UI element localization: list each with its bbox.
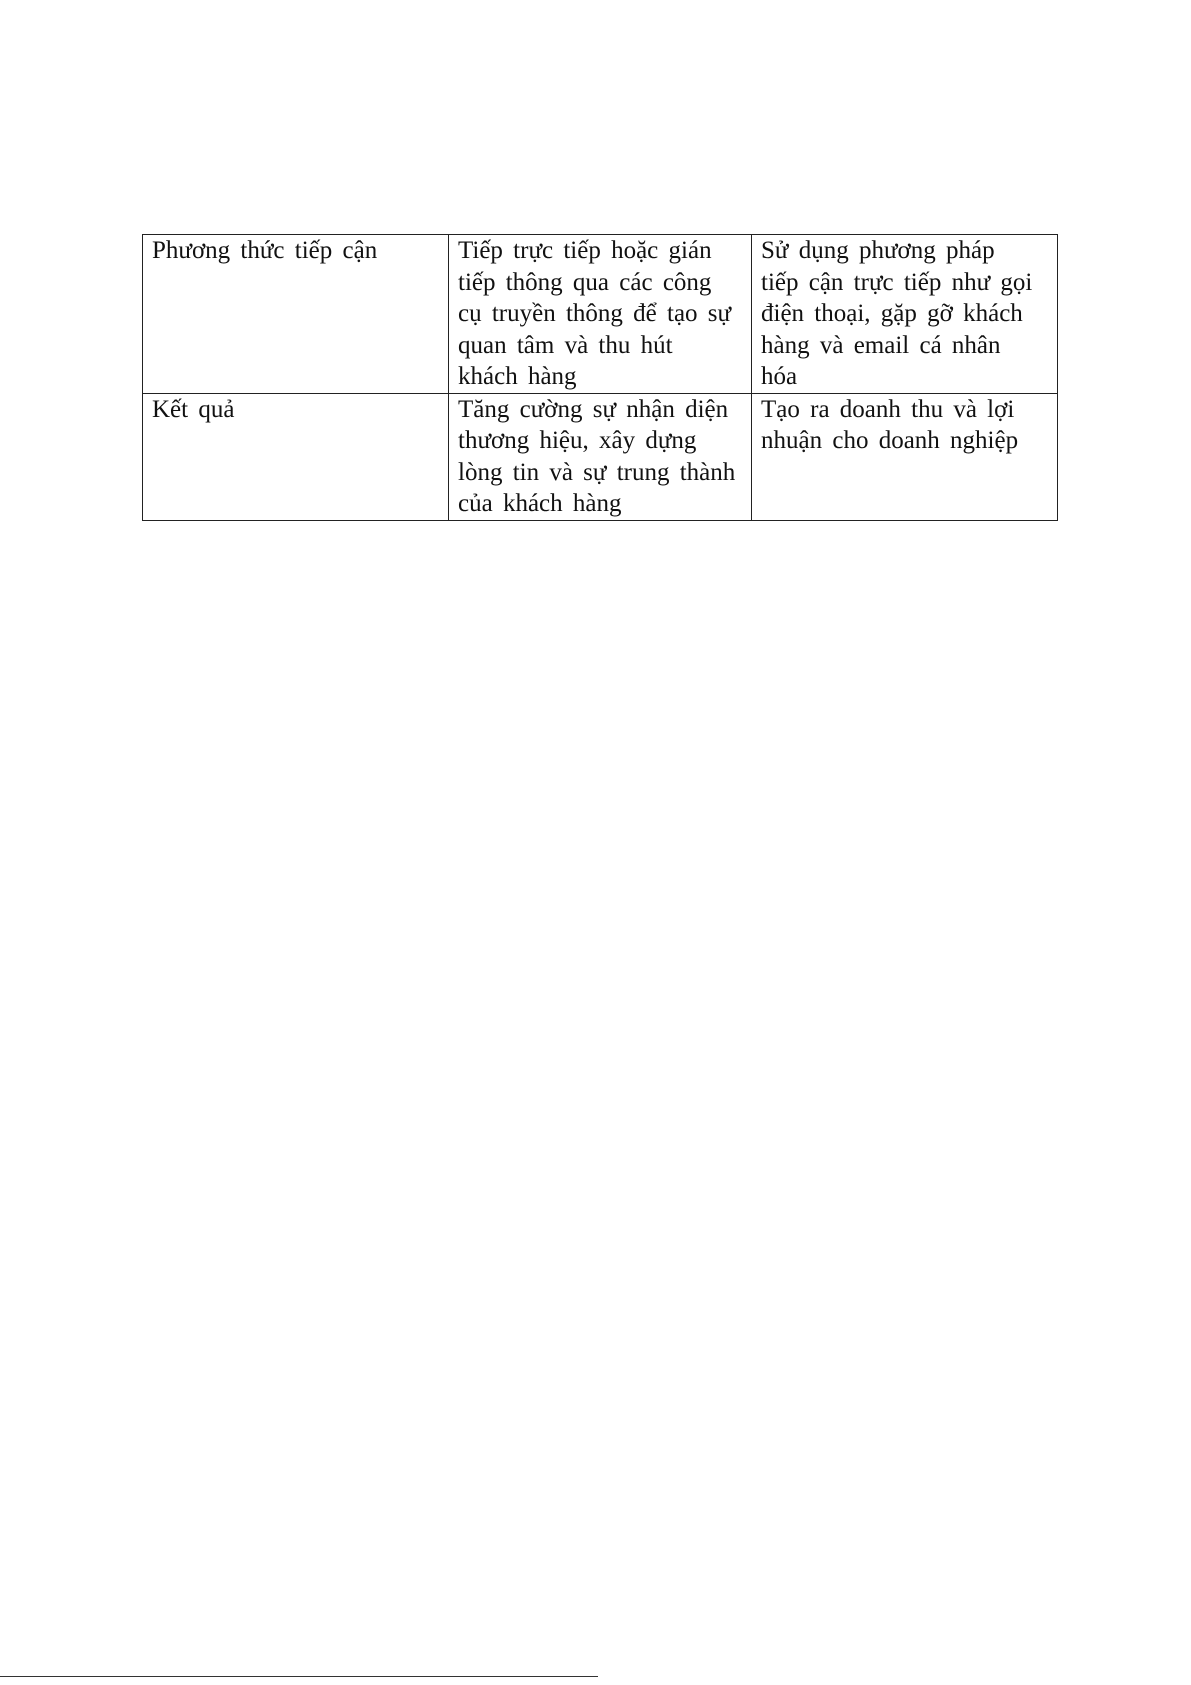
- table-cell: Tăng cường sự nhận diện thương hiệu, xây dựng lòng tin và sự trung thành của khách hàng: [449, 393, 752, 520]
- table-cell: Tạo ra doanh thu và lợi nhuận cho doanh nghiệp: [752, 393, 1058, 520]
- table-row: [143, 393, 1058, 520]
- row-label-cell: Phương thức tiếp cận: [143, 235, 449, 394]
- comparison-table: [142, 234, 1058, 521]
- table-cell: Sử dụng phương pháp tiếp cận trực tiếp như gọi điện thoại, gặp gỡ khách hàng và email cá nhân hóa: [752, 235, 1058, 394]
- table-row: [143, 235, 1058, 394]
- footnote-separator: [0, 1676, 598, 1677]
- table-cell: Tiếp trực tiếp hoặc gián tiếp thông qua các công cụ truyền thông để tạo sự quan tâm và thu hút khách hàng: [449, 235, 752, 394]
- row-label-cell: Kết quả: [143, 393, 449, 520]
